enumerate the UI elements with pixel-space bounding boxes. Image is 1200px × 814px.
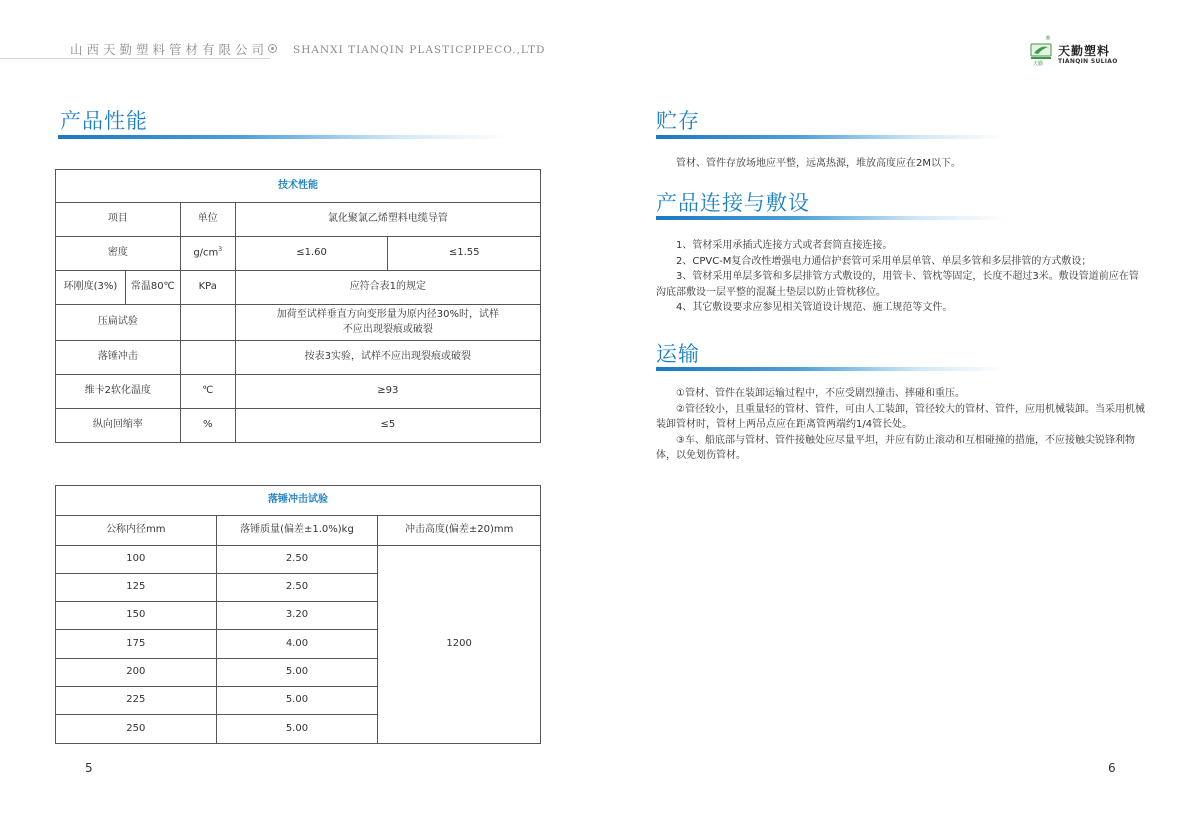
row-value: ≤1.55 [388, 237, 541, 271]
row-value: 应符合表1的规定 [235, 271, 540, 305]
section-title-storage: 贮存 [656, 109, 700, 133]
row-label: 压扁试验 [56, 305, 181, 341]
storage-text: 管材、管件存放场地应平整，远离热源，堆放高度应在2M以下。 [676, 158, 961, 169]
table-row [56, 375, 541, 409]
row-value: ≤1.60 [235, 237, 388, 271]
table-caption: 落锤冲击试验 [56, 486, 541, 516]
cell-mass: 5.00 [216, 715, 378, 744]
section-title-connection: 产品连接与敷设 [656, 191, 810, 215]
registered-mark: ® [1045, 35, 1051, 42]
row-value: ≤5 [235, 409, 540, 443]
bullet-dot-icon [268, 44, 277, 53]
row-condition: 常温80℃ [125, 271, 180, 305]
cell-diameter: 200 [56, 659, 217, 687]
header-height: 冲击高度(偏差±20)mm [378, 516, 541, 546]
logo-name-en: TIANQIN SULIAO [1058, 58, 1118, 65]
cell-mass: 4.00 [216, 630, 378, 659]
transport-text [656, 386, 1146, 464]
cell-mass: 2.50 [216, 546, 378, 574]
cell-mass: 5.00 [216, 687, 378, 715]
list-item: ③车、船底部与管材、管件接触处应尽量平坦，并应有防止滚动和互相碰撞的措施，不应接触尖锐锋利物体，以免划伤管材。 [656, 434, 1135, 461]
header-mass: 落锤质量(偏差±1.0%)kg [216, 516, 378, 546]
header-divider [0, 58, 270, 59]
header-product: 氯化聚氯乙烯塑料电缆导管 [235, 203, 540, 237]
brand-logo [1030, 35, 1120, 68]
company-name-cn: 山西天勤塑料管材有限公司 [70, 42, 269, 57]
row-label: 纵向回缩率 [56, 409, 181, 443]
row-unit [180, 341, 235, 375]
cell-height: 1200 [378, 546, 541, 744]
section-title-performance: 产品性能 [60, 109, 148, 133]
connection-text [656, 238, 1146, 316]
page-number-right: 6 [1108, 761, 1116, 775]
cell-mass: 3.20 [216, 602, 378, 630]
cell-diameter: 250 [56, 715, 217, 744]
page-number-left: 5 [85, 761, 93, 775]
cell-diameter: 225 [56, 687, 217, 715]
header-unit: 单位 [180, 203, 235, 237]
list-item: ①管材、管件在装卸运输过程中，不应受剧烈撞击、摔碰和重压。 [676, 388, 965, 399]
table-row [56, 237, 541, 271]
cell-diameter: 100 [56, 546, 217, 574]
row-unit: ℃ [180, 375, 235, 409]
row-unit: % [180, 409, 235, 443]
leaf-logo-icon [1030, 43, 1052, 61]
list-item: 4、其它敷设要求应参见相关管道设计规范、施工规范等文件。 [676, 302, 953, 313]
row-value: ≥93 [235, 375, 540, 409]
row-label: 环刚度(3%) [56, 271, 126, 305]
logo-mark-text: 天勤 [1033, 61, 1044, 67]
table-caption: 技术性能 [56, 170, 541, 203]
title-underline [58, 135, 510, 139]
row-unit: KPa [180, 271, 235, 305]
row-label: 维卡2软化温度 [56, 375, 181, 409]
drop-impact-table [55, 485, 541, 744]
table-row [56, 409, 541, 443]
logo-name-cn: 天勤塑料 [1058, 44, 1111, 58]
list-item: 2、CPVC-M复合改性增强电力通信护套管可采用单层单管、单层多管和多层排管的方式敷设； [676, 255, 1092, 267]
title-underline [656, 216, 1006, 220]
header-item: 项目 [56, 203, 181, 237]
row-unit: $g/cm^3$ [180, 237, 235, 271]
row-value: 加荷至试样垂直方向变形量为原内径30%时，试样不应出现裂痕或破裂 [235, 305, 540, 341]
cell-diameter: 175 [56, 630, 217, 659]
section-title-transport: 运输 [656, 342, 700, 366]
cell-mass: 5.00 [216, 659, 378, 687]
row-unit [180, 305, 235, 341]
table-row [56, 305, 541, 341]
table-row [56, 546, 541, 574]
cell-diameter: 125 [56, 574, 217, 602]
table-row [56, 341, 541, 375]
cell-diameter: 150 [56, 602, 217, 630]
row-label: 密度 [56, 237, 181, 271]
list-item: 3、管材采用单层多管和多层排管方式敷设的，用管卡、管枕等固定，长度不超过3米。敷设管道前应在管沟底部敷设一层平整的混凝土垫层以防止管枕移位。 [656, 271, 1139, 298]
row-label: 落锤冲击 [56, 341, 181, 375]
table-row [56, 271, 541, 305]
row-value: 按表3实验，试样不应出现裂痕或破裂 [235, 341, 540, 375]
list-item: 1、管材采用承插式连接方式或者套筒直接连接。 [676, 240, 893, 251]
title-underline [656, 135, 1006, 139]
title-underline [656, 367, 1006, 371]
list-item: ②管径较小，且重量轻的管材、管件，可由人工装卸，管径较大的管材、管件，应用机械装卸。当采用机械装卸管材时，管材上两吊点应在距离管两端约1/4管长处。 [656, 403, 1145, 430]
tech-performance-table [55, 169, 541, 443]
cell-mass: 2.50 [216, 574, 378, 602]
company-name-en: SHANXI TIANQIN PLASTICPIPECO.,LTD [293, 44, 546, 56]
header-diameter: 公称内径mm [56, 516, 217, 546]
